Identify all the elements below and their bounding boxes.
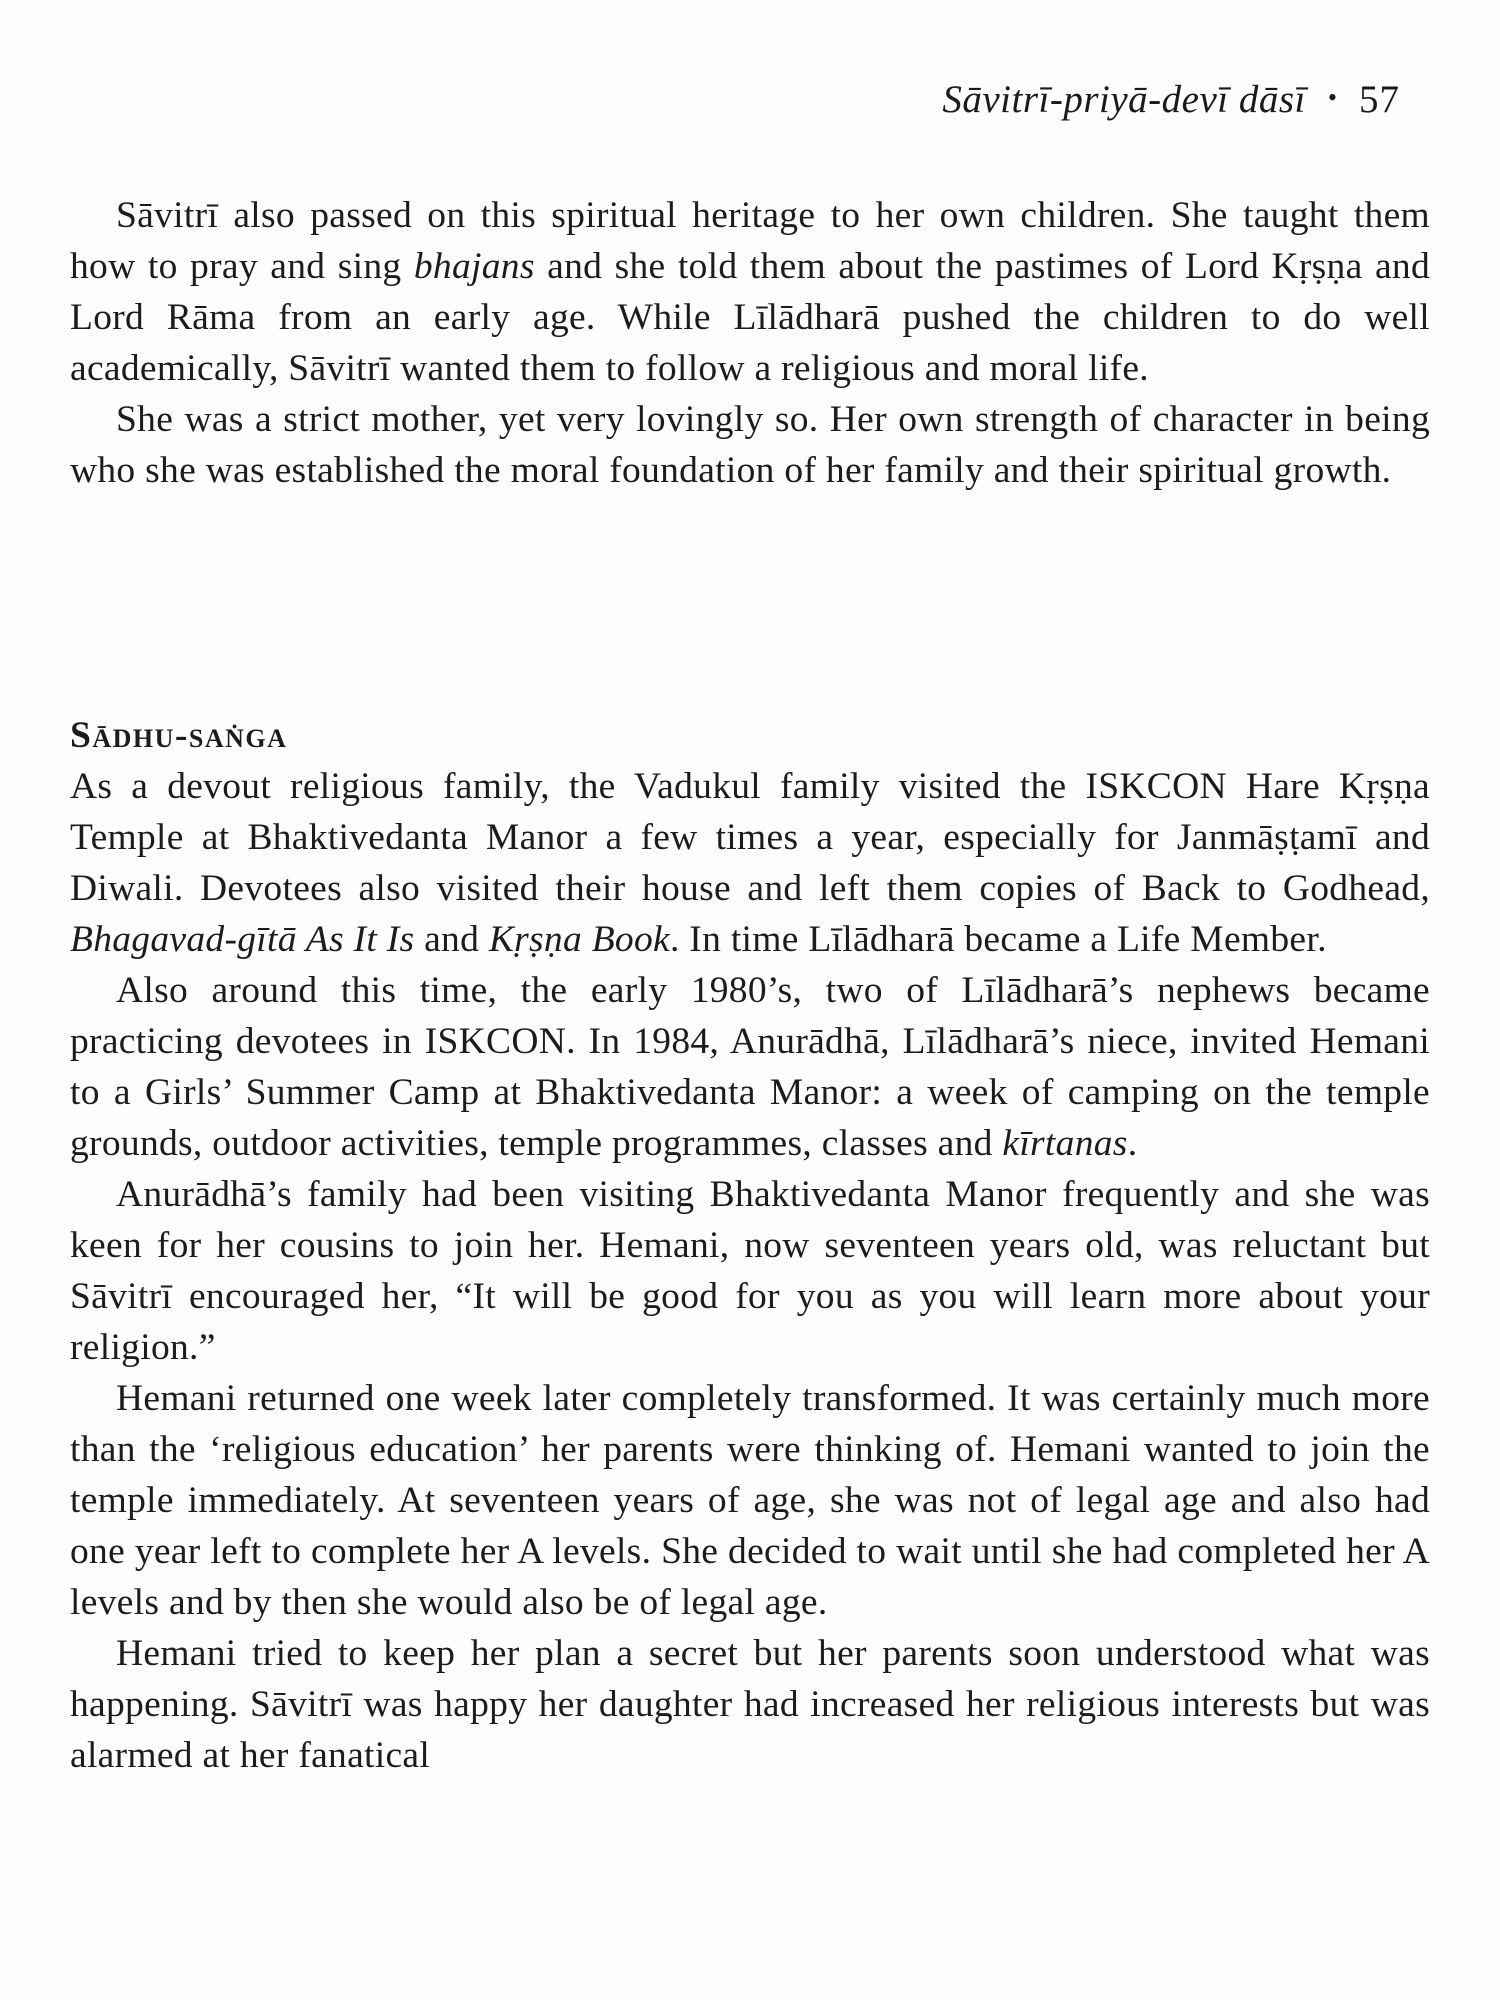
text-run: Sāvitrī also passed on this spiritual heritage to her own children. She taught them how to pray and sing	[70, 195, 1430, 287]
italic-text: kīrtanas	[1002, 1123, 1128, 1164]
section-heading: Sādhu-saṅga	[70, 715, 288, 756]
body-text-top	[70, 190, 1430, 496]
page-number: 57	[1359, 78, 1400, 121]
section-sadhu-sanga	[70, 710, 1430, 1781]
paragraph	[70, 965, 1430, 1169]
text-run: Also around this time, the early 1980’s, two of Līlādharā’s nephews became practicing devotees in ISKCON. In 1984, Anurādhā, Līlādharā’s niece, invited Hemani to a Girls’ Summer Camp at Bhaktivedanta Manor: a week of camping on the temple grounds, outdoor activities, temple programmes, classes and	[70, 970, 1430, 1164]
paragraph	[70, 394, 1430, 496]
paragraph	[70, 190, 1430, 394]
paragraph	[70, 1169, 1430, 1373]
running-head-title: Sāvitrī-priyā-devī dāsī	[942, 78, 1306, 121]
text-run: She was a strict mother, yet very lovingly so. Her own strength of character in being who she was established the moral foundation of her family and their spiritual growth.	[70, 399, 1430, 491]
section-body-text	[70, 761, 1430, 1781]
running-head-separator: •	[1327, 83, 1337, 112]
text-run: Hemani returned one week later completely transformed. It was certainly much more than the ‘religious education’ her parents were thinking of. Hemani wanted to join the temple immediately. At seventeen years of age, she was not of legal age and also had one year left to complete her A levels. She decided to wait until she had completed her A levels and by then she would also be of legal age.	[70, 1378, 1430, 1623]
running-head	[942, 80, 1400, 119]
text-run: . In time Līlādharā became a Life Member.	[669, 919, 1327, 960]
italic-text: bhajans	[413, 246, 535, 287]
italic-text: Kṛṣṇa Book	[488, 919, 670, 960]
text-run: Hemani tried to keep her plan a secret but her parents soon understood what was happening. Sāvitrī was happy her daughter had increased her religious interests but was alarmed at her fanatical	[70, 1633, 1430, 1776]
text-run: .	[1127, 1123, 1138, 1164]
text-run: As a devout religious family, the Vadukul family visited the ISKCON Hare Kṛṣṇa Temple at Bhaktivedanta Manor a few times a year, especially for Janmāṣṭamī and Diwali. Devotees also visited their house and left them copies of Back to Godhead,	[70, 766, 1430, 909]
text-run: Anurādhā’s family had been visiting Bhaktivedanta Manor frequently and she was keen for her cousins to join her. Hemani, now seventeen years old, was reluctant but Sāvitrī encouraged her, “It will be good for you as you will learn more about your religion.”	[70, 1174, 1430, 1368]
text-run: and she told them about the pastimes of Lord Kṛṣṇa and Lord Rāma from an early age. While Līlādharā pushed the children to do well academically, Sāvitrī wanted them to follow a religious and moral life.	[70, 246, 1430, 389]
text-run: and	[414, 919, 489, 960]
italic-text: Bhagavad-gītā As It Is	[70, 919, 415, 960]
paragraph	[70, 1628, 1430, 1781]
paragraph	[70, 761, 1430, 965]
paragraph	[70, 1373, 1430, 1628]
